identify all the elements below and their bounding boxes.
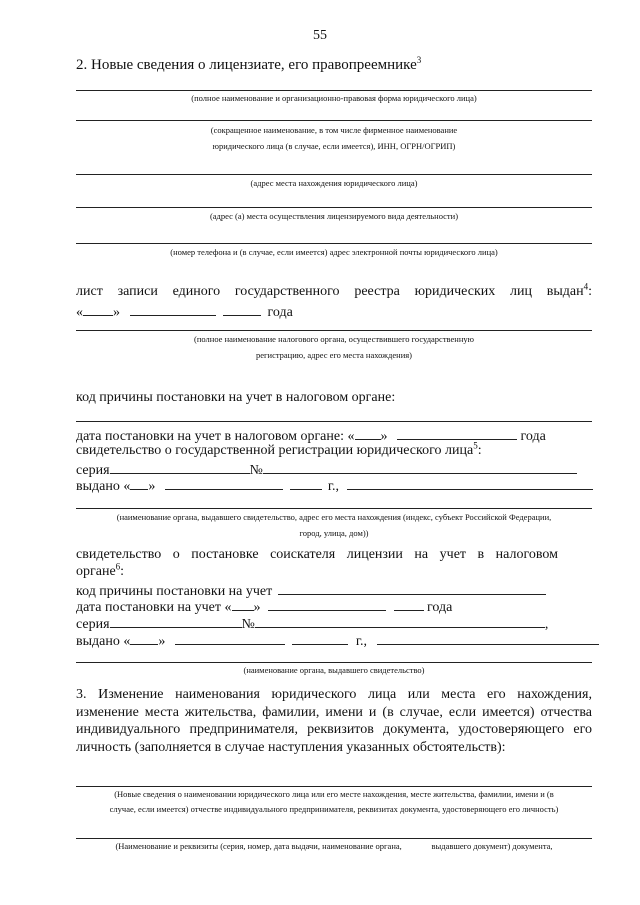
- egrul-caption-2: регистрацию, адрес его места нахождения): [256, 350, 412, 360]
- cert-reg-caption-1: (наименование органа, выдавшего свидетельство, адрес его места нахождения (индекс, субъект Российской Федерации,: [116, 512, 552, 522]
- cert-tax-issued-close: »: [158, 634, 166, 649]
- cert-tax-comma: ,: [544, 617, 549, 632]
- cert-reg-title: [76, 440, 482, 459]
- cert-tax-year-field[interactable]: [394, 597, 424, 611]
- cert-tax-number-label: №: [241, 617, 255, 632]
- cert-reg-g-label: г.,: [327, 479, 340, 494]
- cert-tax-number-field[interactable]: [255, 614, 545, 628]
- egrul-footnote: 4: [583, 281, 589, 292]
- kpp-date-close: »: [380, 429, 388, 444]
- page-number: 55: [313, 28, 327, 43]
- short-name-caption-2: юридического лица (в случае, если имеется), ИНН, ОГРН/ОГРИП): [212, 141, 456, 151]
- section3-new-info-line[interactable]: [76, 786, 592, 787]
- cert-tax-authority-field[interactable]: [377, 631, 599, 645]
- cert-tax-series-label: серия: [76, 617, 110, 632]
- cert-reg-colon: :: [477, 443, 482, 458]
- section2-title: [76, 57, 421, 73]
- kpp-month-field[interactable]: [397, 426, 517, 440]
- cert-tax-date-close: »: [253, 600, 261, 615]
- cert-tax-authority-line[interactable]: [76, 662, 592, 663]
- egrul-year-label: года: [267, 305, 293, 320]
- cert-reg-authority-field[interactable]: [347, 476, 593, 490]
- cert-tax-title-2: [76, 561, 125, 580]
- egrul-caption-1: (полное наименование налогового органа, осуществившего государственную: [194, 334, 474, 344]
- cert-tax-day-field[interactable]: [232, 597, 254, 611]
- section3-caption-1: (Новые сведения о наименовании юридического лица или его месте нахождения, месте жительства, фамилии, имени и (в: [114, 789, 554, 799]
- cert-reg-series-field[interactable]: [110, 460, 250, 474]
- cert-tax-footnote: 6: [115, 561, 121, 572]
- phone-email-line[interactable]: [76, 243, 592, 244]
- short-name-caption-1: (сокращенное наименование, в том числе фирменное наименование: [210, 125, 458, 135]
- activity-address-line[interactable]: [76, 207, 592, 208]
- egrul-line: [76, 281, 592, 300]
- short-name-line[interactable]: [76, 120, 592, 121]
- kpp-label: код причины постановки на учет в налоговом органе:: [76, 390, 396, 405]
- egrul-colon: :: [588, 284, 592, 299]
- cert-reg-year-field[interactable]: [290, 476, 322, 490]
- activity-address-caption: (адрес (а) места осуществления лицензируемого вида деятельности): [209, 211, 459, 221]
- cert-reg-number-label: №: [249, 463, 263, 478]
- cert-reg-number-field[interactable]: [263, 460, 577, 474]
- cert-tax-issued-label: выдано «: [76, 634, 131, 649]
- cert-reg-title-text: свидетельство о государственной регистрации юридического лица: [76, 443, 474, 458]
- section2-title-text: 2. Новые сведения о лицензиате, его правопреемнике: [76, 57, 417, 73]
- section3-caption-3: (Наименование и реквизиты (серия, номер, дата выдачи, наименование органа, выдавшего документ) документа,: [115, 841, 553, 851]
- cert-tax-date-label: дата постановки на учет «: [76, 600, 232, 615]
- section3-caption-2: случае, если имеется) отчестве индивидуального предпринимателя, реквизитах документа, удостоверяющего его личность): [109, 804, 559, 814]
- cert-reg-issued-label: выдано «: [76, 479, 131, 494]
- cert-reg-day-field[interactable]: [130, 476, 148, 490]
- egrul-month-field[interactable]: [130, 302, 216, 316]
- cert-reg-authority-line[interactable]: [76, 508, 592, 509]
- cert-reg-series-label: серия: [76, 463, 110, 478]
- cert-tax-year2-field[interactable]: [292, 631, 348, 645]
- cert-tax-day2-field[interactable]: [130, 631, 158, 645]
- cert-tax-year-label: года: [427, 600, 453, 615]
- cert-tax-title-1: свидетельство о постановке соискателя лицензии на учет в налоговом: [76, 547, 558, 562]
- egrul-date-row: [76, 302, 293, 321]
- cert-tax-kpp-label: код причины постановки на учет: [76, 584, 273, 599]
- section3-text: 3. Изменение наименования юридического лица или места его нахождения, изменение места жительства, фамилии, имени и (в случае, если имеется) отчества индивидуального предпринимателя, реквизитов документа, удостоверяющего его личность (заполняется в случае наступления указанных обстоятельств):: [76, 687, 592, 755]
- kpp-day-field[interactable]: [355, 426, 381, 440]
- kpp-date-open: «: [347, 429, 355, 444]
- cert-tax-colon: :: [120, 564, 125, 579]
- cert-reg-month-field[interactable]: [165, 476, 283, 490]
- egrul-year-field[interactable]: [223, 302, 261, 316]
- egrul-line-text: лист записи единого государственного реестра юридических лиц выдан: [76, 284, 584, 299]
- location-caption: (адрес места нахождения юридического лица): [250, 178, 418, 188]
- cert-tax-issued-row: [76, 631, 599, 650]
- cert-tax-caption: (наименование органа, выдавшего свидетельство): [243, 665, 425, 675]
- section2-title-footnote: 3: [416, 55, 422, 65]
- cert-reg-issued-row: [76, 476, 593, 495]
- cert-tax-series-field[interactable]: [110, 614, 242, 628]
- cert-tax-title-2-text: органе: [76, 564, 116, 579]
- egrul-authority-line[interactable]: [76, 330, 592, 331]
- cert-reg-caption-2: город, улица, дом)): [299, 528, 369, 538]
- location-line[interactable]: [76, 174, 592, 175]
- kpp-value-line[interactable]: [76, 421, 592, 422]
- section3-document-line[interactable]: [76, 838, 592, 839]
- cert-tax-kpp-field[interactable]: [278, 581, 546, 595]
- full-name-caption: (полное наименование и организационно-правовая форма юридического лица): [191, 93, 477, 103]
- kpp-year-label: года: [520, 429, 546, 444]
- cert-reg-footnote: 5: [473, 440, 478, 451]
- cert-tax-month-field[interactable]: [268, 597, 386, 611]
- egrul-day-field[interactable]: [83, 302, 113, 316]
- kpp-date-label: дата постановки на учет в налоговом органе:: [76, 429, 344, 444]
- phone-email-caption: (номер телефона и (в случае, если имеется) адрес электронной почты юридического лица): [170, 247, 498, 257]
- egrul-quote-close: »: [113, 305, 120, 320]
- cert-reg-issued-close: »: [148, 479, 156, 494]
- cert-tax-g-label: г.,: [355, 634, 368, 649]
- cert-tax-month2-field[interactable]: [175, 631, 285, 645]
- full-name-line[interactable]: [76, 90, 592, 91]
- egrul-quote-open: «: [76, 305, 83, 320]
